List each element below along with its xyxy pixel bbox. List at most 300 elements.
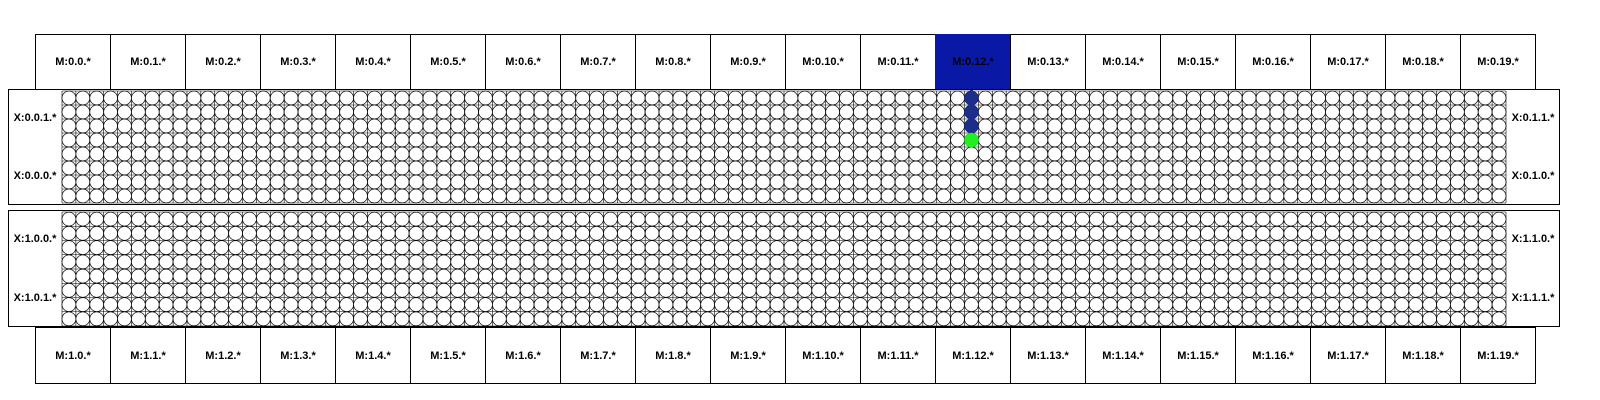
switch-node — [881, 212, 895, 226]
switch-node — [409, 283, 423, 297]
switch-node — [256, 212, 270, 226]
switch-node — [840, 255, 854, 269]
switch-node — [562, 312, 576, 326]
top-module-19[interactable]: M:0.19.* — [1460, 34, 1536, 90]
switch-node — [76, 298, 90, 312]
bottom-module-10[interactable]: M:1.10.* — [785, 327, 861, 384]
switch-node — [534, 241, 548, 255]
switch-node — [1478, 175, 1492, 189]
switch-node — [243, 298, 257, 312]
switch-node — [1048, 283, 1062, 297]
bottom-module-18[interactable]: M:1.18.* — [1385, 327, 1461, 384]
switch-node — [909, 283, 923, 297]
switch-node — [812, 212, 826, 226]
switch-node — [1117, 133, 1131, 147]
switch-node — [742, 241, 756, 255]
bottom-module-8[interactable]: M:1.8.* — [635, 327, 711, 384]
switch-node — [76, 161, 90, 175]
switch-node — [173, 255, 187, 269]
switch-node — [1492, 241, 1506, 255]
switch-node — [409, 119, 423, 133]
switch-node — [1076, 189, 1090, 203]
switch-node — [534, 189, 548, 203]
switch-node — [1437, 161, 1451, 175]
switch-node — [409, 91, 423, 105]
switch-node — [1312, 91, 1326, 105]
switch-node — [978, 133, 992, 147]
bottom-module-3[interactable]: M:1.3.* — [260, 327, 336, 384]
switch-node — [367, 133, 381, 147]
switch-node — [1159, 283, 1173, 297]
switch-node — [645, 255, 659, 269]
switch-node — [1326, 105, 1340, 119]
switch-node — [1089, 119, 1103, 133]
switch-node — [798, 175, 812, 189]
switch-node — [604, 91, 618, 105]
switch-node — [867, 255, 881, 269]
top-module-2[interactable]: M:0.2.* — [185, 34, 261, 90]
switch-node — [701, 105, 715, 119]
switch-node — [159, 298, 173, 312]
switch-node — [1367, 269, 1381, 283]
switch-node — [1076, 212, 1090, 226]
switch-node — [742, 175, 756, 189]
switch-node — [881, 298, 895, 312]
switch-node — [867, 175, 881, 189]
switch-node — [645, 212, 659, 226]
switch-node — [451, 212, 465, 226]
top-module-9[interactable]: M:0.9.* — [710, 34, 786, 90]
switch-node — [340, 241, 354, 255]
top-module-16[interactable]: M:0.16.* — [1235, 34, 1311, 90]
switch-node — [631, 269, 645, 283]
switch-node — [715, 298, 729, 312]
switch-node — [1339, 175, 1353, 189]
bottom-module-2[interactable]: M:1.2.* — [185, 327, 261, 384]
switch-node — [298, 212, 312, 226]
switch-node — [1423, 105, 1437, 119]
switch-node — [229, 241, 243, 255]
top-module-4[interactable]: M:0.4.* — [335, 34, 411, 90]
switch-node — [784, 212, 798, 226]
bottom-module-17[interactable]: M:1.17.* — [1310, 327, 1386, 384]
switch-node — [1173, 283, 1187, 297]
switch-node — [673, 161, 687, 175]
switch-node — [1089, 269, 1103, 283]
switch-node — [1409, 298, 1423, 312]
switch-node — [1034, 147, 1048, 161]
switch-node — [965, 175, 979, 189]
switch-node — [1242, 269, 1256, 283]
switch-node — [256, 119, 270, 133]
switch-node — [701, 226, 715, 240]
switch-node — [229, 226, 243, 240]
switch-node — [548, 119, 562, 133]
switch-node — [645, 133, 659, 147]
bottom-module-12[interactable]: M:1.12.* — [935, 327, 1011, 384]
switch-node — [728, 91, 742, 105]
switch-node — [256, 226, 270, 240]
switch-node — [965, 255, 979, 269]
switch-node — [1006, 175, 1020, 189]
switch-node — [90, 283, 104, 297]
switch-node — [673, 255, 687, 269]
switch-node — [1478, 91, 1492, 105]
switch-node — [145, 147, 159, 161]
switch-node — [1367, 283, 1381, 297]
switch-node — [1353, 312, 1367, 326]
switch-node — [76, 119, 90, 133]
switch-node — [1450, 241, 1464, 255]
switch-node — [1409, 175, 1423, 189]
switch-node — [1214, 226, 1228, 240]
switch-node — [423, 255, 437, 269]
switch-node — [76, 255, 90, 269]
switch-node — [131, 255, 145, 269]
switch-node — [1437, 147, 1451, 161]
top-module-17[interactable]: M:0.17.* — [1310, 34, 1386, 90]
switch-node — [131, 298, 145, 312]
switch-node — [145, 175, 159, 189]
switch-node — [1214, 119, 1228, 133]
switch-node — [617, 91, 631, 105]
bottom-module-6[interactable]: M:1.6.* — [485, 327, 561, 384]
switch-node — [506, 298, 520, 312]
switch-node — [62, 241, 76, 255]
switch-node — [937, 255, 951, 269]
switch-node — [395, 105, 409, 119]
crossbar-label-right-3: X:1.1.1.* — [1511, 291, 1555, 304]
switch-node — [118, 133, 132, 147]
switch-node — [687, 175, 701, 189]
switch-node — [104, 161, 118, 175]
switch-node — [1450, 91, 1464, 105]
top-module-6[interactable]: M:0.6.* — [485, 34, 561, 90]
switch-node — [1367, 119, 1381, 133]
switch-node — [631, 133, 645, 147]
switch-node — [1367, 255, 1381, 269]
bottom-module-0[interactable]: M:1.0.* — [35, 327, 111, 384]
bottom-module-11[interactable]: M:1.11.* — [860, 327, 936, 384]
switch-node — [659, 212, 673, 226]
bottom-module-16[interactable]: M:1.16.* — [1235, 327, 1311, 384]
switch-node — [853, 161, 867, 175]
switch-node — [1131, 226, 1145, 240]
switch-node — [1145, 255, 1159, 269]
top-module-5[interactable]: M:0.5.* — [410, 34, 486, 90]
switch-node — [604, 241, 618, 255]
switch-node — [173, 283, 187, 297]
top-module-10[interactable]: M:0.10.* — [785, 34, 861, 90]
switch-node — [1326, 255, 1340, 269]
switch-node — [701, 298, 715, 312]
switch-node — [90, 91, 104, 105]
switch-node — [1339, 226, 1353, 240]
switch-node — [506, 241, 520, 255]
switch-node — [756, 119, 770, 133]
switch-node — [173, 133, 187, 147]
top-module-0[interactable]: M:0.0.* — [35, 34, 111, 90]
switch-node — [145, 241, 159, 255]
switch-node — [1006, 283, 1020, 297]
switch-node — [215, 269, 229, 283]
switch-node — [479, 189, 493, 203]
switch-node — [145, 189, 159, 203]
switch-node — [562, 298, 576, 312]
switch-node — [715, 212, 729, 226]
switch-node — [798, 91, 812, 105]
switch-node — [867, 283, 881, 297]
switch-node — [992, 226, 1006, 240]
bottom-module-7[interactable]: M:1.7.* — [560, 327, 636, 384]
bottom-module-4[interactable]: M:1.4.* — [335, 327, 411, 384]
switch-node — [784, 241, 798, 255]
switch-node — [479, 312, 493, 326]
switch-node — [118, 269, 132, 283]
switch-node — [1145, 161, 1159, 175]
switch-node — [1131, 241, 1145, 255]
switch-node — [1312, 175, 1326, 189]
switch-node — [631, 105, 645, 119]
switch-node — [118, 312, 132, 326]
switch-node — [243, 226, 257, 240]
switch-node — [1395, 161, 1409, 175]
switch-node — [826, 189, 840, 203]
switch-node — [617, 175, 631, 189]
switch-node — [1464, 91, 1478, 105]
switch-node — [270, 119, 284, 133]
bottom-module-13[interactable]: M:1.13.* — [1010, 327, 1086, 384]
switch-node — [881, 161, 895, 175]
switch-node — [965, 298, 979, 312]
switch-node — [756, 147, 770, 161]
switch-node — [784, 91, 798, 105]
switch-node — [1159, 255, 1173, 269]
switch-node — [951, 255, 965, 269]
switch-node — [104, 241, 118, 255]
switch-node — [812, 269, 826, 283]
switch-node — [465, 212, 479, 226]
switch-node — [659, 241, 673, 255]
top-module-18[interactable]: M:0.18.* — [1385, 34, 1461, 90]
switch-node — [1409, 255, 1423, 269]
switch-node — [90, 133, 104, 147]
switch-node — [1339, 91, 1353, 105]
switch-node — [409, 105, 423, 119]
switch-node — [604, 255, 618, 269]
switch-node — [367, 212, 381, 226]
switch-node — [1201, 105, 1215, 119]
switch-node — [465, 119, 479, 133]
top-module-3[interactable]: M:0.3.* — [260, 34, 336, 90]
switch-node — [326, 312, 340, 326]
switch-node — [1103, 283, 1117, 297]
switch-node — [1145, 133, 1159, 147]
bottom-module-19[interactable]: M:1.19.* — [1460, 327, 1536, 384]
top-module-8[interactable]: M:0.8.* — [635, 34, 711, 90]
top-module-11[interactable]: M:0.11.* — [860, 34, 936, 90]
switch-node — [1381, 298, 1395, 312]
switch-node — [853, 226, 867, 240]
switch-node — [951, 175, 965, 189]
switch-node — [326, 161, 340, 175]
switch-node — [1492, 119, 1506, 133]
switch-node — [1006, 312, 1020, 326]
switch-node — [1353, 175, 1367, 189]
switch-node — [1381, 175, 1395, 189]
switch-node — [937, 189, 951, 203]
top-module-7[interactable]: M:0.7.* — [560, 34, 636, 90]
switch-node — [159, 91, 173, 105]
switch-node — [1326, 161, 1340, 175]
switch-node — [1117, 212, 1131, 226]
switch-node — [1478, 105, 1492, 119]
switch-node — [951, 269, 965, 283]
switch-node — [118, 255, 132, 269]
switch-node — [951, 189, 965, 203]
switch-node — [326, 212, 340, 226]
top-module-13[interactable]: M:0.13.* — [1010, 34, 1086, 90]
switch-node — [923, 91, 937, 105]
switch-node — [395, 212, 409, 226]
switch-node — [284, 212, 298, 226]
switch-node — [1339, 255, 1353, 269]
switch-node — [1131, 212, 1145, 226]
switch-node — [1353, 161, 1367, 175]
switch-node — [617, 133, 631, 147]
switch-node — [312, 91, 326, 105]
switch-node — [159, 283, 173, 297]
switch-node — [812, 226, 826, 240]
switch-node — [1450, 147, 1464, 161]
switch-node — [867, 269, 881, 283]
switch-node — [965, 161, 979, 175]
bottom-module-1[interactable]: M:1.1.* — [110, 327, 186, 384]
switch-node — [62, 283, 76, 297]
switch-node — [173, 298, 187, 312]
switch-node — [1201, 133, 1215, 147]
switch-node — [1312, 119, 1326, 133]
switch-node — [756, 226, 770, 240]
switch-node — [1464, 133, 1478, 147]
switch-node — [742, 212, 756, 226]
switch-node — [1117, 119, 1131, 133]
switch-node — [1089, 161, 1103, 175]
switch-node — [451, 133, 465, 147]
switch-node — [215, 189, 229, 203]
switch-node — [1437, 212, 1451, 226]
bottom-module-5[interactable]: M:1.5.* — [410, 327, 486, 384]
switch-node — [423, 298, 437, 312]
switch-node — [1062, 255, 1076, 269]
switch-node — [1006, 226, 1020, 240]
switch-node — [923, 161, 937, 175]
switch-node — [284, 241, 298, 255]
switch-node — [520, 255, 534, 269]
switch-node — [742, 298, 756, 312]
switch-node — [1034, 119, 1048, 133]
switch-node — [1381, 133, 1395, 147]
switch-node — [1395, 133, 1409, 147]
switch-node — [617, 226, 631, 240]
switch-node — [853, 133, 867, 147]
switch-node — [951, 312, 965, 326]
switch-node — [506, 105, 520, 119]
switch-node — [1076, 175, 1090, 189]
switch-node — [90, 298, 104, 312]
switch-node — [853, 212, 867, 226]
top-module-12[interactable]: M:0.12.* — [935, 34, 1011, 90]
switch-node — [1381, 189, 1395, 203]
switch-node — [1423, 226, 1437, 240]
top-module-15[interactable]: M:0.15.* — [1160, 34, 1236, 90]
switch-node — [1076, 241, 1090, 255]
switch-node — [451, 298, 465, 312]
switch-node — [1298, 133, 1312, 147]
switch-node — [1048, 119, 1062, 133]
switch-node — [76, 147, 90, 161]
switch-node — [728, 212, 742, 226]
switch-node — [187, 241, 201, 255]
switch-node — [1312, 105, 1326, 119]
bottom-module-15[interactable]: M:1.15.* — [1160, 327, 1236, 384]
switch-node — [1145, 189, 1159, 203]
switch-node — [90, 189, 104, 203]
switch-node — [90, 175, 104, 189]
switch-node — [395, 226, 409, 240]
switch-node — [590, 105, 604, 119]
switch-node — [562, 147, 576, 161]
switch-node — [1076, 312, 1090, 326]
switch-node — [548, 212, 562, 226]
switch-node — [1270, 133, 1284, 147]
switch-node — [1131, 189, 1145, 203]
switch-node — [409, 175, 423, 189]
switch-node — [298, 189, 312, 203]
switch-node — [284, 189, 298, 203]
switch-node — [131, 312, 145, 326]
switch-node — [853, 175, 867, 189]
switch-node — [1048, 212, 1062, 226]
switch-node — [479, 226, 493, 240]
switch-node — [1228, 119, 1242, 133]
switch-node — [1020, 119, 1034, 133]
bottom-module-14[interactable]: M:1.14.* — [1085, 327, 1161, 384]
switch-node — [1201, 189, 1215, 203]
switch-node — [229, 212, 243, 226]
switch-node — [1159, 226, 1173, 240]
switch-node — [909, 175, 923, 189]
switch-node — [76, 269, 90, 283]
switch-node — [756, 175, 770, 189]
switch-node — [548, 312, 562, 326]
switch-node — [520, 212, 534, 226]
switch-node — [826, 133, 840, 147]
switch-node — [840, 91, 854, 105]
switch-node — [243, 241, 257, 255]
switch-node — [590, 161, 604, 175]
switch-node — [284, 283, 298, 297]
top-module-14[interactable]: M:0.14.* — [1085, 34, 1161, 90]
switch-node — [243, 105, 257, 119]
switch-node — [1326, 298, 1340, 312]
switch-node — [201, 189, 215, 203]
bottom-module-9[interactable]: M:1.9.* — [710, 327, 786, 384]
switch-node — [354, 241, 368, 255]
top-module-1[interactable]: M:0.1.* — [110, 34, 186, 90]
switch-node — [812, 91, 826, 105]
switch-node — [367, 119, 381, 133]
